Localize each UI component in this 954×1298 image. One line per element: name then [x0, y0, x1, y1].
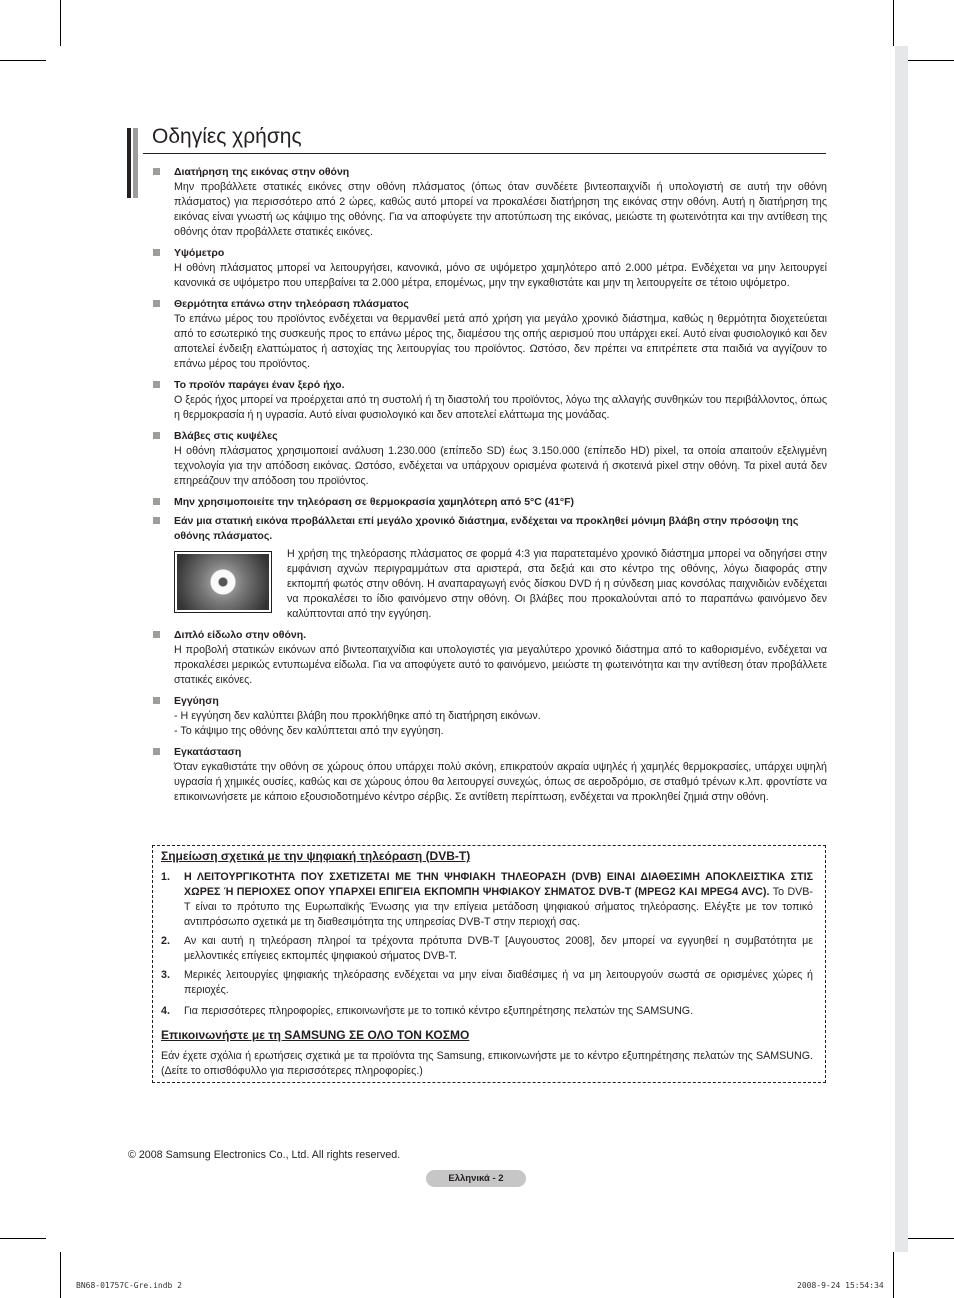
- screen-burn-image: [174, 551, 272, 613]
- instructions-content: [152, 165, 827, 811]
- title-rule: [143, 153, 826, 154]
- item-text: Το επάνω μέρος του προϊόντος ενδέχεται να θερμανθεί μετά από χρήση για μεγάλο χρονικό διάστημα, καθώς η θερμότητα διοχετεύεται από το εσωτερικό της συσκευής προς το επάνω μέρος της, διαμέσου της οπής αερισμού που υπάρχει εκεί. Αυτό είναι φυσιολογικό και δεν αποτελεί ένδειξη ελαττώματος ή αστοχίας της λειτουργίας του προϊόντος. Ωστόσο, δεν πρέπει να επιτρέπετε στα παιδιά να αγγίζουν το επάνω μέρος του προϊόντος.: [174, 313, 827, 370]
- item-number: 3.: [161, 969, 170, 981]
- page-title: Οδηγίες χρήσης: [152, 125, 302, 148]
- list-item: [152, 165, 827, 240]
- item-text: Ο ξερός ήχος μπορεί να προέρχεται από τη συστολή ή τη διαστολή του προϊόντος, λόγω της αλλαγής συνθηκών του περιβάλλοντος, όπως η θερμοκρασία ή η υγρασία. Αυτό είναι φυσιολογικό και δεν αποτελεί ελάττωμα της μονάδας.: [174, 394, 827, 421]
- item-title: Το προϊόν παράγει έναν ξερό ήχο.: [174, 379, 345, 391]
- crop-mark: [908, 60, 954, 61]
- item-text: Η χρήση της τηλεόρασης πλάσματος σε φορμά 4:3 για παρατεταμένο χρονικό διάστημα μπορεί να οδηγήσει στην εμφάνιση αχνών περιγραμμάτων στα αριστερά, στα δεξιά και στο κέντρο της οθόνης, λόγω διαφοράς στην εκπομπή φωτός στην οθόνη. Η αναπαραγωγή ενός δίσκου DVD ή η σύνδεση μιας κονσόλας παιχνιδιών ενδέχεται να προκαλέσει το ίδιο φαινόμενο στην οθόνη. Οι βλάβες που προκαλούνται από το παραπάνω φαινόμενο δεν καλύπτονται από την εγγύηση.: [287, 548, 827, 620]
- dvb-list: [161, 870, 813, 1023]
- flower-picture: [177, 554, 269, 610]
- flower-icon: [210, 569, 236, 595]
- list-item: [152, 246, 827, 291]
- item-title: Εγκατάσταση: [174, 746, 242, 758]
- bullet-icon: [153, 697, 160, 704]
- crop-mark: [60, 1252, 61, 1298]
- numbered-item: [161, 934, 813, 964]
- item-text: Μην προβάλλετε στατικές εικόνες στην οθόνη πλάσματος (όπως όταν συνδέετε βιντεοπαιχνίδι ή υπολογιστή σε αυτή την οθόνη πλάσματος) για περισσότερο από 2 ώρες, καθώς αυτό μπορεί να προκαλέσει διατήρηση της εικόνας στην οθόνη. Αυτή η διατήρηση της εικόνας είναι γνωστή ως κάψιμο της οθόνης. Για να αποφύγετε την αποτύπωση της εικόνας, μειώστε τη φωτεινότητα και την αντίθεση της οθόνης όταν προβάλλετε στατικές εικόνες.: [174, 181, 827, 238]
- list-item: [152, 694, 827, 739]
- bullet-icon: [153, 168, 160, 175]
- bullet-icon: [153, 249, 160, 256]
- crop-mark: [908, 1238, 954, 1239]
- bullet-icon: [153, 498, 160, 505]
- item-number: 1.: [161, 871, 170, 883]
- item-number: 2.: [161, 935, 170, 947]
- contact-heading: Επικοινωνήστε με τη SAMSUNG ΣΕ ΟΛΟ ΤΟΝ ΚΟΣΜΟ: [161, 1028, 470, 1042]
- item-caps-text: Η ΛΕΙΤΟΥΡΓΙΚΟΤΗΤΑ ΠΟΥ ΣΧΕΤΙΖΕΤΑΙ ΜΕ ΤΗΝ ΨΗΦΙΑΚΗ ΤΗΛΕΟΡΑΣΗ (DVB) ΕΙΝΑΙ ΔΙΑΘΕΣΙΜΗ ΑΠΟΚΛΕΙΣΤΙΚΑ ΣΤΙΣ ΧΩΡΕΣ Ή ΠΕΡΙΟΧΕΣ ΟΠΟΥ ΥΠΑΡΧΕΙ ΕΠΙΓΕΙΑ ΕΚΠΟΜΠΗ ΨΗΦΙΑΚΟΥ ΣΗΜΑΤΟΣ DVB-T (MPEG2 ΚΑΙ MPEG4 AVC).: [184, 871, 813, 898]
- item-text: Η οθόνη πλάσματος μπορεί να λειτουργήσει, κανονικά, μόνο σε υψόμετρο χαμηλότερο από 2.000 μέτρα. Ενδέχεται να μην λειτουργεί κανονικά σε υψόμετρο που υπερβαίνει τα 2.000 μέτρα, επομένως, μην την εγκαθιστάτε και μην τη λειτουργείτε σε τέτοιο υψόμετρο.: [174, 262, 827, 289]
- item-title: Εάν μια στατική εικόνα προβάλλεται επί μεγάλο χρονικό διάστημα, ενδέχεται να προκληθεί μόνιμη βλάβη στην πρόσοψη της οθόνης πλάσματος.: [174, 515, 799, 542]
- bullet-icon: [153, 381, 160, 388]
- list-item: [152, 514, 827, 622]
- list-item: [152, 378, 827, 423]
- item-text: Μερικές λειτουργίες ψηφιακής τηλεόρασης ενδέχεται να μην είναι διαθέσιμες ή να μη λειτουργούν σωστά σε ορισμένες χώρες ή περιοχές.: [184, 969, 813, 996]
- image-row: [174, 547, 827, 622]
- copyright: © 2008 Samsung Electronics Co., Ltd. All rights reserved.: [128, 1149, 401, 1161]
- item-title: Θερμότητα επάνω στην τηλεόραση πλάσματος: [174, 298, 409, 310]
- print-timestamp: 2008-9-24 15:54:34: [797, 1281, 884, 1290]
- dvb-heading: Σημείωση σχετικά με την ψηφιακή τηλεόραση (DVB-T): [161, 849, 471, 863]
- list-item: [152, 495, 827, 510]
- item-text: Αν και αυτή η τηλεόραση πληροί τα τρέχοντα πρότυπα DVB-T [Αυγουστος 2008], δεν μπορεί να εγγυηθεί η συμβατότητα με μελλοντικές επίγειες εκπομπές ψηφιακού σήματος DVB-T.: [184, 935, 813, 962]
- item-title: Μην χρησιμοποιείτε την τηλεόραση σε θερμοκρασία χαμηλότερη από 5°C (41°F): [174, 496, 575, 508]
- title-accent-bar: [133, 128, 138, 198]
- item-text: Η προβολή στατικών εικόνων από βιντεοπαιχνίδια και υπολογιστές για μεγαλύτερο χρονικό διάστημα από το καθορισμένο, ενδέχεται να προκαλέσει μερικώς εντυπωμένα είδωλα. Για να αποφύγετε αυτό το φαινόμενο, μειώστε τη φωτεινότητα και την αντίθεση όταν προβάλλετε στατικές εικόνες.: [174, 644, 827, 686]
- bullet-icon: [153, 631, 160, 638]
- crop-mark: [0, 60, 46, 61]
- item-title: Διατήρηση της εικόνας στην οθόνη: [174, 166, 350, 178]
- bullet-icon: [153, 517, 160, 524]
- bullet-icon: [153, 748, 160, 755]
- list-item: [152, 297, 827, 372]
- print-file-info: BN68-01757C-Gre.indb 2: [76, 1281, 182, 1290]
- item-text: Για περισσότερες πληροφορίες, επικοινωνήστε με το τοπικό κέντρο εξυπηρέτησης πελατών της SAMSUNG.: [184, 1005, 694, 1017]
- list-item: [152, 628, 827, 688]
- dvb-note-box: [152, 845, 826, 1083]
- crop-mark: [893, 0, 894, 46]
- bullet-icon: [153, 432, 160, 439]
- list-item: [152, 745, 827, 805]
- title-accent-bar: [127, 128, 131, 198]
- item-text: - Η εγγύηση δεν καλύπτει βλάβη που προκλήθηκε από τη διατήρηση εικόνων.: [174, 710, 541, 722]
- contact-text: Εάν έχετε σχόλια ή ερωτήσεις σχετικά με τα προϊόντα της Samsung, επικοινωνήστε με το κέντρο εξυπηρέτησης πελατών της SAMSUNG. (Δείτε το οπισθόφυλλο για περισσότερες πληροφορίες.): [161, 1050, 813, 1077]
- item-title: Βλάβες στις κυψέλες: [174, 430, 278, 442]
- item-text: Το DVB-T είναι το πρότυπο της Ευρωπαϊκής Ένωσης για την επίγεια μετάδοση ψηφιακού σήματος τηλεόρασης. Ελέγξτε με τον τοπικό αντιπρόσωπο σχετικά με τη διαθεσιμότητα της υπηρεσίας DVB-T στην περιοχή σας.: [184, 886, 813, 928]
- item-title: Διπλό είδωλο στην οθόνη.: [174, 629, 307, 641]
- page-number-badge: Ελληνικά - 2: [426, 1170, 526, 1187]
- numbered-item: [161, 870, 813, 930]
- list-item: [152, 429, 827, 489]
- item-text: Όταν εγκαθιστάτε την οθόνη σε χώρους όπου υπάρχει πολύ σκόνη, επικρατούν ακραία υψηλές ή χαμηλές θερμοκρασίες, υπάρχει υψηλή υγρασία ή χημικές ουσίες, καθώς και σε χώρους όπου θα λειτουργεί συνεχώς, όπως σε αεροδρόμιο, σε σταθμό τρένων κ.λπ. φροντίστε να επικοινωνήσετε με κάποιο εξουσιοδοτημένο κέντρο σέρβις. Σε αντίθετη περίπτωση, ενδέχεται να προκληθεί ζημιά στην οθόνη.: [174, 761, 827, 803]
- bullet-icon: [153, 300, 160, 307]
- side-strip: [895, 46, 908, 1252]
- item-text: Η οθόνη πλάσματος χρησιμοποιεί ανάλυση 1.230.000 (επίπεδο SD) έως 3.150.000 (επίπεδο HD) pixel, τα οποία απαιτούν εξελιγμένη τεχνολογία για την απόδοση εικόνας. Ωστόσο, ενδέχεται να υπάρχουν ορισμένα φωτεινά ή σκοτεινά pixel στην οθόνη. Τα pixel αυτά δεν επηρεάζουν την απόδοση του προϊόντος.: [174, 445, 827, 487]
- item-title: Υψόμετρο: [174, 247, 225, 259]
- item-text: - Το κάψιμο της οθόνης δεν καλύπτεται από την εγγύηση.: [174, 725, 444, 737]
- numbered-item: [161, 1004, 813, 1019]
- crop-mark: [0, 1238, 46, 1239]
- crop-mark: [60, 0, 61, 46]
- numbered-item: [161, 968, 813, 998]
- crop-mark: [893, 1252, 894, 1298]
- item-number: 4.: [161, 1005, 170, 1017]
- item-title: Εγγύηση: [174, 695, 219, 707]
